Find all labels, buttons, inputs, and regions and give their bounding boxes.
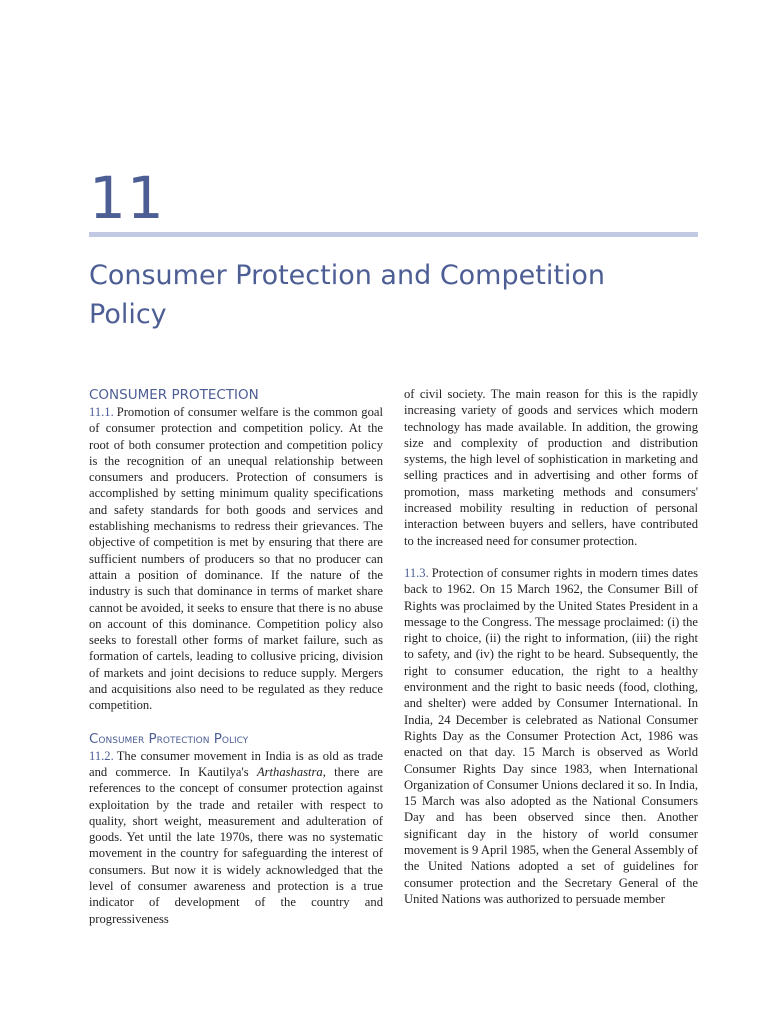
spacer xyxy=(89,714,383,730)
section-heading-consumer-protection-policy: Consumer Protection Policy xyxy=(89,730,249,747)
paragraph-11-2 xyxy=(89,748,383,927)
paragraph-number: 11.1. xyxy=(89,405,114,419)
paragraph-text: The consumer movement in India is as old as trade and commerce. In Kautilya's xyxy=(89,748,383,779)
paragraph-number: 11.3. xyxy=(404,565,429,580)
paragraph-number: 11.2. xyxy=(89,748,114,763)
chapter-number: 11 xyxy=(89,164,165,232)
book-title: Arthashastra xyxy=(256,764,323,779)
section-heading-consumer-protection: CONSUMER PROTECTION xyxy=(89,387,259,403)
paragraph-text: , there are references to the concept of consumer protection against exploitation by the trade and retailer with respect to quality, short weight, measurement and adulteration of goods. Yet until the late 1970s, there was no systematic movement in the country for safeguarding the interest of consumers. But now it is widely acknowledged that the level of consumer awareness and protection is a true indicator of development of the country and progressiveness xyxy=(89,764,383,926)
right-column xyxy=(404,386,698,907)
paragraph-11-1 xyxy=(89,404,383,714)
chapter-divider xyxy=(89,232,698,237)
paragraph-11-3 xyxy=(404,565,698,907)
left-column xyxy=(89,386,383,927)
paragraph-text: Protection of consumer rights in modern times dates back to 1962. On 15 March 1962, the Consumer Bill of Rights was proclaimed by the United States President in a message to the Congress. The message proclaimed: (i) the right to choice, (ii) the right to information, (iii) the right to safety, and (iv) the right to be heard. Subsequently, the right to consumer education, the right to a healthy environment and the right to basic needs (food, clothing, and shelter) were added by Consumer International. In India, 24 December is celebrated as National Consumer Rights Day as the Consumer Protection Act, 1986 was enacted on that day. 15 March is observed as World Consumer Rights Day since 1983, when International Organization of Consumer Unions declared it so. In India, 15 March was also adopted as the National Consumers Day and has been observed since then. Another significant day in the history of world consumer movement is 9 April 1985, when the General Assembly of the United Nations adopted a set of guidelines for consumer protection and the Secretary General of the United Nations was authorized to persuade member xyxy=(404,565,698,906)
paragraph-text: Promotion of consumer welfare is the common goal of consumer protection and competition policy. At the root of both consumer protection and competition policy is the recognition of an unequal relationship between consumers and producers. Protection of consumers is accomplished by setting minimum quality specifications and safety standards for both goods and services and establishing mechanisms to redress their grievances. The objective of competition is met by ensuring that there are sufficient numbers of producers so that no producer can attain a position of dominance. If the nature of the industry is such that dominance in terms of market share cannot be avoided, it seeks to ensure that there is no abuse on account of this dominance. Competition policy also seeks to forestall other forms of market failure, such as formation of cartels, leading to collusive pricing, division of markets and joint decisions to reduce supply. Mergers and acquisitions also need to be regulated as they reduce competition. xyxy=(89,405,383,713)
spacer xyxy=(404,549,698,565)
chapter-title: Consumer Protection and Competition Policy xyxy=(89,260,606,330)
paragraph-continuation: of civil society. The main reason for this is the rapidly increasing variety of goods and services which modern technology has made available. In addition, the growing size and complexity of production and distribution systems, the high level of sophistication in marketing and selling practices and in advertising and other forms of promotion, mass marketing methods and consumers' increased mobility resulting in reduction of personal interaction between buyers and sellers, have contributed to the increased need for consumer protection. xyxy=(404,387,698,548)
